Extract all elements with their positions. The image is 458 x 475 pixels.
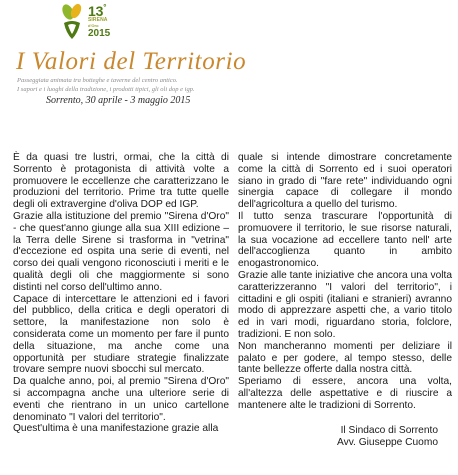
- logo-edition: 13°: [88, 3, 107, 19]
- paragraph: Quest'ultima è una manifestazione grazie alla: [13, 423, 219, 435]
- logo-line1: SIRENA: [88, 17, 108, 23]
- signature-role: Il Sindaco di Sorrento: [340, 425, 438, 436]
- subtitle: [17, 76, 257, 94]
- paragraph: Grazie alle tante iniziative che ancora una volta caratterizzeranno "I valori del territorio", i cittadini e gli ospiti (italiani e stranieri) avranno modo di apprezzare aspetti che, a vario titolo ed in vari modi, riguardano storia, folclore, tradizioni. E non solo.: [238, 269, 452, 340]
- page-title: I Valori del Territorio: [16, 48, 247, 75]
- paragraph: Non mancheranno momenti per deliziare il palato e per godere, al tempo stesso, delle tante bellezze offerte dalla nostra città.: [238, 340, 452, 376]
- body-column-left: [13, 152, 229, 435]
- olive-sirena-logo-icon: [58, 3, 86, 41]
- logo-year: 2015: [88, 28, 111, 39]
- logo-line2: d'Oro: [88, 23, 99, 28]
- paragraph: Grazie alla istituzione del premio "Sirena d'Oro" - che quest'anno giunge alla sua XIII edizione – la Terra delle Sirene si trasforma in "vetrina" d'eccezione ed ospita una serie di eventi, nel corso dei quali vengono riconosciuti i meriti e le qualità degli oli che maggiormente si sono distinti nel corso dell'ultimo anno.: [13, 210, 229, 293]
- paragraph: Il tutto senza trascurare l'opportunità di promuovere il territorio, le sue risorse naturali, la sua vocazione ad eccellere tanto nell' arte dell'accoglienza quanto in ambito enogastronomico.: [238, 210, 452, 270]
- paragraph: quale si intende dimostrare concretamente come la città di Sorrento ed i suoi operatori siano in grado di "fare rete" individuando ogni sinergia capace di collegare il mondo dell'agricoltura a quello del turismo.: [238, 152, 452, 211]
- paragraph: Speriamo di essere, ancora una volta, all'altezza delle aspettative e di riuscire a mantenere alte le tradizioni di Sorrento.: [238, 376, 452, 411]
- subtitle-line: I sapori e i luoghi della tradizione, i prodotti tipici, gli oli dop e igp.: [17, 86, 195, 93]
- paragraph: Da qualche anno, poi, al premio "Sirena d'Oro" si accompagna anche una ulteriore serie di eventi che rientrano in un unico cartellone denominato "I valori del territorio".: [13, 376, 229, 423]
- body-column-right: [238, 152, 452, 412]
- paragraph: È da quasi tre lustri, ormai, che la città di Sorrento è protagonista di attività volte a promuovere le eccellenze che caratterizzano le produzioni del territorio. Prime tra tutte quelle degli oli extravergine d'oliva DOP ed IGP.: [13, 152, 229, 211]
- signature: [337, 425, 438, 449]
- paragraph: Capace di intercettare le attenzioni ed i favori del pubblico, della critica e degli operatori di settore, la manifestazione non solo è considerata come un momento per fare il punto della situazione, ma anche come una opportunità per studiare strategie finalizzate trovare sempre nuovi sbocchi sul mercato.: [13, 293, 229, 376]
- sirena-doro-logo: [58, 3, 132, 43]
- event-dates: Sorrento, 30 aprile - 3 maggio 2015: [46, 95, 191, 106]
- subtitle-line: Passeggiata animata tra botteghe e taverne del centro antico.: [17, 77, 178, 84]
- signature-name: Avv. Giuseppe Cuomo: [337, 437, 438, 448]
